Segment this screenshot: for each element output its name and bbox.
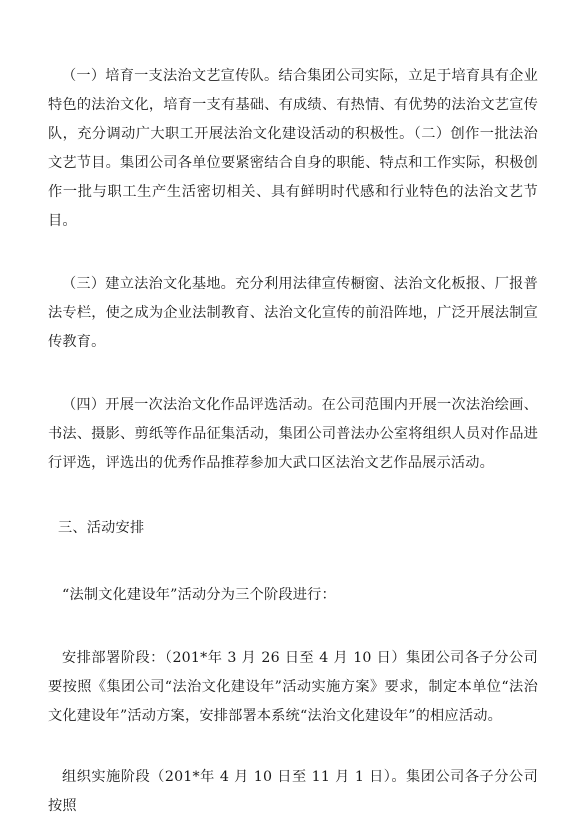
paragraph-law-art-troupe: （一）培育一支法治文艺宣传队。结合集团公司实际，立足于培育具有企业特色的法治文化，培育一支有基础、有成绩、有热情、有优势的法治文艺宣传队，充分调动广大职工开展法治文化建设活动的积极性。（二）创作一批法治文艺节目。集团公司各单位要紧密结合自身的职能、特点和工作实际，积极创作一批与职工生产生活密切相关、具有鲜明时代感和行业特色的法治文艺节目。 — [48, 68, 538, 229]
paragraph-law-culture-base: （三）建立法治文化基地。充分利用法律宣传橱窗、法治文化板报、厂报普法专栏，使之成为企业法制教育、法治文化宣传的前沿阵地，广泛开展法制宣传教育。 — [48, 276, 538, 350]
paragraph-works-selection: （四）开展一次法治文化作品评选活动。在公司范围内开展一次法治绘画、书法、摄影、剪纸等作品征集活动，集团公司普法办公室将组织人员对作品进行评选，评选出的优秀作品推荐参加大武口区法治文艺作品展示活动。 — [48, 397, 538, 471]
paragraph-three-stages-intro: “法制文化建设年”活动分为三个阶段进行： — [62, 587, 336, 603]
paragraph-planning-stage: 安排部署阶段：（201*年 3 月 26 日至 4 月 10 日）集团公司各子分公司要按照《集团公司“法治文化建设年”活动实施方案》要求，制定本单位“法治文化建设年”活动方案，安排部署本系统“法治文化建设年”的相应活动。 — [48, 650, 538, 724]
section-heading-activity-arrangement: 三、活动安排 — [58, 520, 145, 536]
paragraph-implementation-stage: 组织实施阶段（201*年 4 月 10 日至 11 月 1 日）。集团公司各子分公司按照 — [48, 769, 538, 814]
